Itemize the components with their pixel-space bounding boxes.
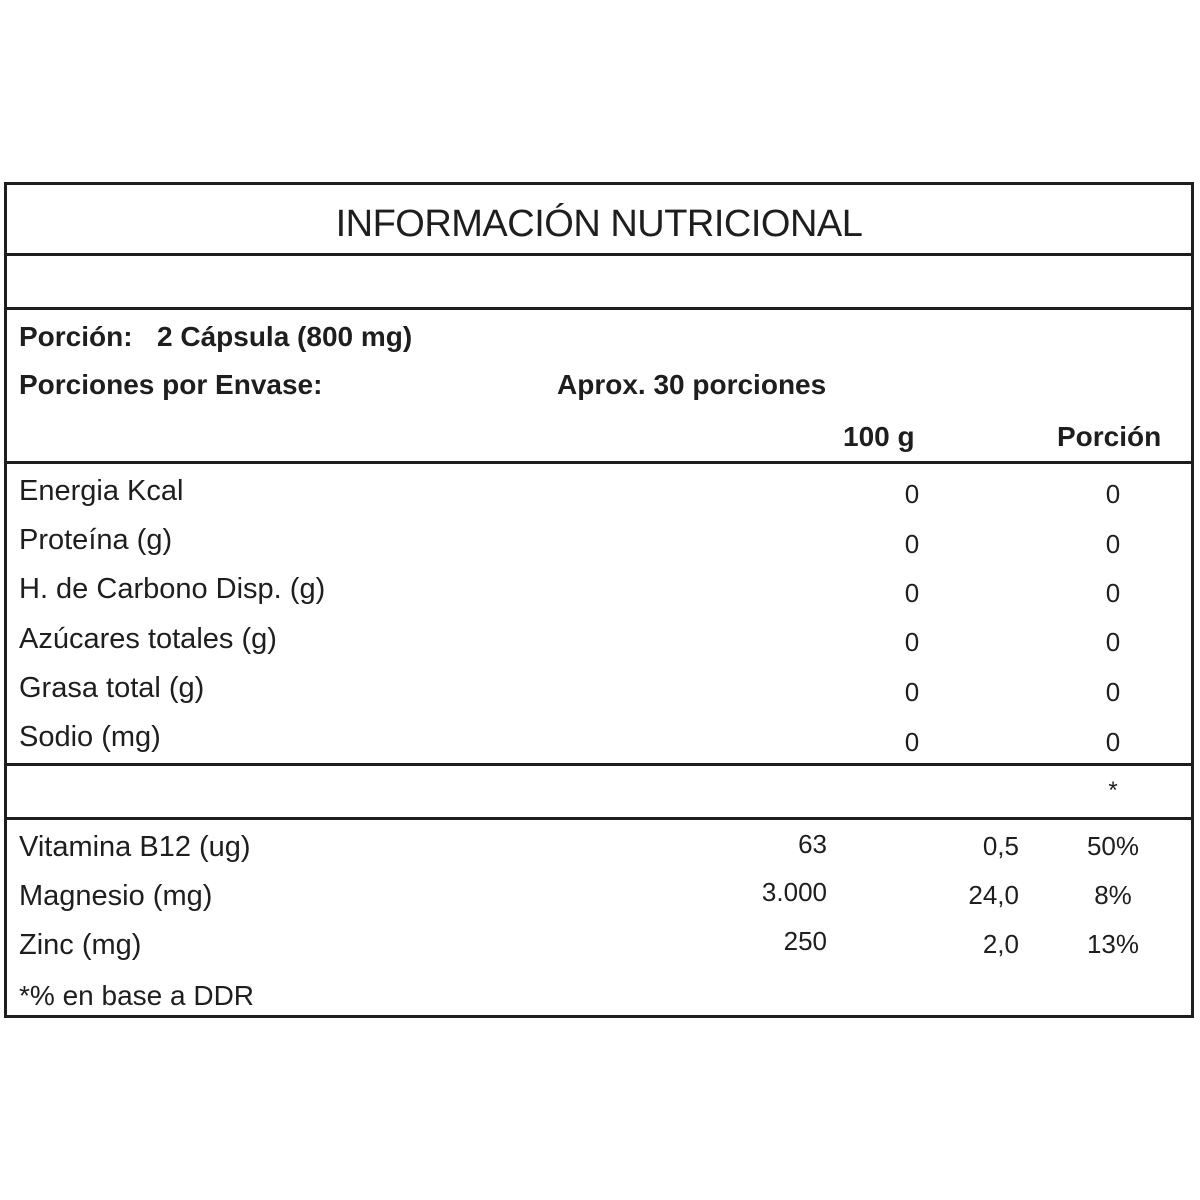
micronutrient-name: Magnesio (mg) [19, 880, 213, 912]
nutrient-per-portion: 0 [1105, 627, 1121, 657]
micronutrient-per-portion: 24,0 [968, 880, 1019, 910]
nutrient-per-portion: 0 [1105, 479, 1121, 509]
nutrient-name: Proteína (g) [19, 524, 173, 556]
label-title: INFORMACIÓN NUTRICIONAL [335, 203, 863, 245]
micronutrient-ddr: 8% [1094, 880, 1132, 910]
nutrient-per100: 0 [904, 479, 920, 509]
micronutrient-ddr: 13% [1086, 929, 1140, 959]
nutrient-per100: 0 [904, 529, 920, 559]
column-header-portion: Porción [1057, 421, 1162, 452]
micronutrient-per-portion: 0,5 [982, 831, 1019, 861]
nutrient-per100: 0 [904, 727, 920, 757]
divider [7, 307, 1191, 310]
nutrient-name: H. de Carbono Disp. (g) [19, 573, 326, 605]
nutrient-per100: 0 [904, 677, 920, 707]
micronutrient-per100: 63 [798, 829, 827, 859]
micronutrient-ddr: 50% [1086, 831, 1140, 861]
nutrient-name: Sodio (mg) [19, 721, 161, 753]
nutrient-name: Azúcares totales (g) [19, 623, 277, 655]
ddr-asterisk: * [1108, 777, 1118, 804]
micronutrient-per100: 3.000 [761, 877, 827, 907]
micronutrient-name: Vitamina B12 (ug) [19, 831, 251, 863]
nutrient-name: Grasa total (g) [19, 672, 205, 704]
portion-label: Porción: [19, 321, 133, 352]
micronutrient-per100: 250 [783, 926, 827, 956]
nutrient-per-portion: 0 [1105, 529, 1121, 559]
footnote: *% en base a DDR [19, 980, 255, 1011]
nutrient-per-portion: 0 [1105, 578, 1121, 608]
nutrition-label [4, 182, 1194, 1018]
micronutrient-name: Zinc (mg) [19, 929, 142, 961]
nutrient-per100: 0 [904, 578, 920, 608]
nutrient-name: Energia Kcal [19, 475, 184, 507]
nutrient-per100: 0 [904, 627, 920, 657]
divider [7, 461, 1191, 464]
per-container-label: Porciones por Envase: [19, 369, 323, 400]
portion-value: 2 Cápsula (800 mg) [157, 321, 413, 352]
column-header-100g: 100 g [843, 421, 915, 452]
nutrient-per-portion: 0 [1105, 727, 1121, 757]
divider [7, 817, 1191, 820]
divider [7, 763, 1191, 766]
divider [7, 253, 1191, 256]
nutrient-per-portion: 0 [1105, 677, 1121, 707]
micronutrient-per-portion: 2,0 [982, 929, 1019, 959]
per-container-value: Aprox. 30 porciones [557, 369, 827, 400]
